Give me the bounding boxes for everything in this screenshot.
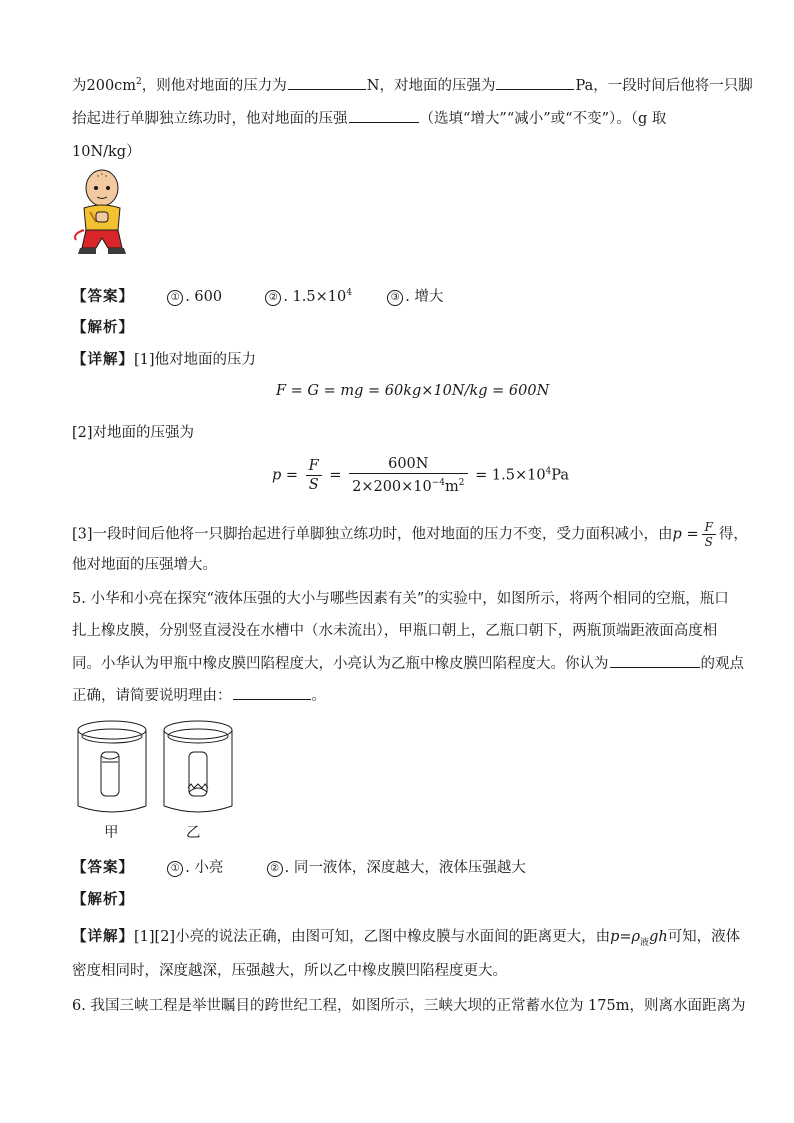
text: 为 [72,77,87,94]
equation-pressure [272,455,569,496]
numerator: F [306,457,322,476]
text: m [445,478,459,495]
analysis-4-step-3 [72,520,748,549]
circled-number-1: ① [167,290,183,306]
formula: p=ρ [610,929,641,945]
analysis-tag: 【解析】 [72,891,134,908]
superscript: −4 [431,478,446,488]
detail-tag: 【详解】 [72,928,134,945]
q4-line-1 [72,72,753,96]
text: . 1.5×10 [283,288,347,305]
analysis-5-line-1 [72,927,740,953]
text: 同。小华认为甲瓶中橡皮膜凹陷程度大，小亮认为乙瓶中橡皮膜凹陷程度大。你认为 [72,656,609,672]
analysis-5-tag [72,890,134,910]
text: Pa [551,467,570,484]
answer-4-item-1 [167,287,222,307]
analysis-4-tag [72,318,134,338]
denominator [349,474,467,496]
text: . 600 [185,288,223,305]
text: ，则他对地面的压力为 [141,77,287,94]
text: [1]他对地面的压力 [134,352,257,368]
circled-number-2: ② [267,861,283,877]
circled-number-1: ① [167,861,183,877]
equation-force: F = G = mg = 60kg×10N/kg = 600N [276,383,550,399]
q6-line-1: 6. 我国三峡工程是举世瞩目的跨世纪工程，如图所示，三峡大坝的正常蓄水位为 175m，则离水面距离为 [72,998,746,1014]
q5-line-1: 5. 小华和小亮在探究“液体压强的大小与哪些因素有关”的实验中，如图所示，将两个相同的空瓶，瓶口 [72,591,729,607]
text: 。 [311,688,326,704]
text: . 同一液体，深度越大，液体压强越大 [284,860,526,876]
fraction-f-over-s [702,520,716,549]
jar-a [78,721,146,812]
formula: gh [649,929,668,945]
text: 的观点 [700,656,744,672]
analysis-4-step-3-cont: 他对地面的压强增大。 [72,557,217,573]
text: 2×200×10 [352,478,432,495]
answer-5-item-1 [167,858,223,878]
answer-blank-2[interactable] [496,75,574,90]
text: = 1.5×10 [475,467,546,484]
fraction-value [349,455,467,496]
text: 200cm [86,77,137,94]
superscript: 2 [458,478,465,488]
text: （选填“增大”“减小”或“不变”）。（g 取 [419,111,667,127]
figure-label-jia: 甲 [104,825,119,841]
text: p = [272,467,299,484]
text: 可知，液体 [667,929,741,945]
circled-number-3: ③ [387,290,403,306]
q4-line-2 [72,108,666,129]
numerator: F [702,520,716,535]
analysis-4-step-2: [2]对地面的压强为 [72,425,195,441]
answer-5-row [72,858,526,878]
text: 抬起进行单脚独立练功时，他对地面的压强 [72,111,348,127]
figure-label-yi: 乙 [186,825,201,841]
answer-4-row [72,283,443,307]
circled-number-2: ② [265,290,281,306]
numerator: 600N [349,455,467,474]
superscript: 4 [346,288,352,298]
answer-blank-5[interactable] [233,685,311,700]
answer-tag: 【答案】 [72,859,134,876]
answer-4-item-3 [387,287,443,307]
subscript: 液 [640,937,650,948]
text: . 小亮 [185,860,224,876]
text: Pa，一段时间后他将一只脚 [575,77,753,94]
text: [1][2]小亮的说法正确，由图可知，乙图中橡皮膜与水面间的距离更大，由 [134,929,611,945]
text: p = [672,526,699,543]
q5-line-2: 扎上橡皮膜，分别竖直浸没在水槽中（水未流出），甲瓶口朝上，乙瓶口朝下，两瓶顶端距液面高度相 [72,623,718,639]
analysis-tag: 【解析】 [72,319,134,336]
superscript: 2 [136,77,142,87]
analysis-5-line-2: 密度相同时，深度越深，压强越大，所以乙中橡皮膜凹陷程度更大。 [72,963,507,979]
superscript: 4 [545,466,552,477]
answer-tag: 【答案】 [72,287,134,305]
text: = [329,467,342,484]
text: N，对地面的压强为 [366,77,496,94]
answer-blank-3[interactable] [349,108,419,123]
text: [3]一段时间后他将一只脚抬起进行单脚独立练功时，他对地面的压力不变，受力面积减小，由 [72,526,673,543]
analysis-4-step-1 [72,350,256,370]
text: 正确，请简要说明理由： [72,688,232,704]
answer-4-item-2 [265,283,352,307]
q4-line-3: 10N/kg） [72,144,141,160]
jar-b [164,721,232,812]
experiment-figure [74,718,244,820]
answer-blank-4[interactable] [610,653,700,668]
detail-tag: 【详解】 [72,351,134,368]
text: 得， [718,526,748,543]
q5-line-3 [72,653,744,674]
fraction-f-over-s [306,457,322,494]
answer-5-item-2 [267,858,526,878]
answer-blank-1[interactable] [288,75,366,90]
monk-cartoon-image [70,168,134,262]
denominator: S [308,476,319,493]
text: . 增大 [405,288,444,305]
denominator: S [704,535,713,549]
q5-line-4 [72,685,326,706]
